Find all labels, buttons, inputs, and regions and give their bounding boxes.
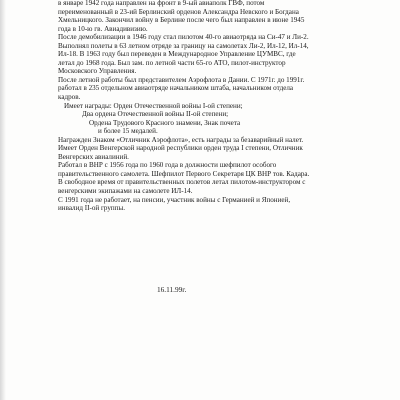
text-line: работал в 235 отдельном авиаотряде начальником штаба, начальником отдела (58, 84, 294, 93)
text-line: кадров. (58, 93, 81, 102)
document-body (58, 0, 388, 213)
award-item: Два ордена Отечественной войны II-ой степени; (82, 110, 229, 119)
text-line: инвалид II-ой группы. (58, 204, 126, 213)
text-line: Московского Управления. (58, 67, 137, 76)
text-line: в январе 1942 года направлен на фронт в 9-ый авиаполк ГВФ, потом (58, 0, 265, 7)
text-line: Награжден Знаком «Отличник Аэрофлота», есть награды за безаварийный налет. (58, 135, 304, 144)
award-item: и более 15 медалей. (98, 127, 158, 136)
award-item: Ордена Трудового Красного знамени, Знак почета (89, 118, 241, 127)
document-date: 16.11.99г. (157, 285, 187, 294)
text-line: венгерскими экипажами на самолете ИЛ-14. (58, 187, 193, 196)
text-line: Ил-18. В 1963 году был переведен в Международное Управление ЦУМВС, где (58, 50, 296, 59)
text-line: С 1991 года не работает, на пенсии, участник войны с Германией и Японией, (58, 195, 291, 204)
text-line: Работал в ВНР с 1956 года по 1960 года в должности шефпилот особого (58, 161, 277, 170)
text-line: переименованный в 23-ий Берлинский орденов Александра Невского и Богдана (58, 7, 299, 16)
text-line: После летной работы был представителем Аэрофлота в Дании. С 1971г. до 1991г. (58, 75, 305, 84)
text-line: В свободное время от правительственных полетов летал пилотом-инструктором с (58, 178, 306, 187)
text-line: правительственного самолета. Шефпилот Первого Секретаря ЦК ВНР тов. Кадара. (58, 169, 310, 178)
text-line: Имеет Орден Венгерской народной республики орден труда I степени, Отличник (58, 144, 303, 153)
text-line: года в 10-ю гв. Авиадивизию. (58, 24, 148, 33)
awards-heading: Имеет награды: Орден Отечественной войны I-ой степени; (64, 101, 243, 110)
text-line: Хмельницкого. Закончил войну в Берлине после чего был направлен в июне 1945 (58, 16, 305, 25)
text-line: После демобилизации в 1946 году стал пилотом 40-го авиаотряда на Си-47 и Ли-2. (58, 33, 309, 42)
text-line: Венгерских авиалиний. (58, 152, 129, 161)
text-line: Выполнял полеты в 63 летном отряде за границу на самолетах Ли-2, Ил-12, Ил-14, (58, 41, 309, 50)
text-line: летал до 1968 года. Был зам. по летной части 65-го АТО, пилот-инструктор (58, 58, 286, 67)
